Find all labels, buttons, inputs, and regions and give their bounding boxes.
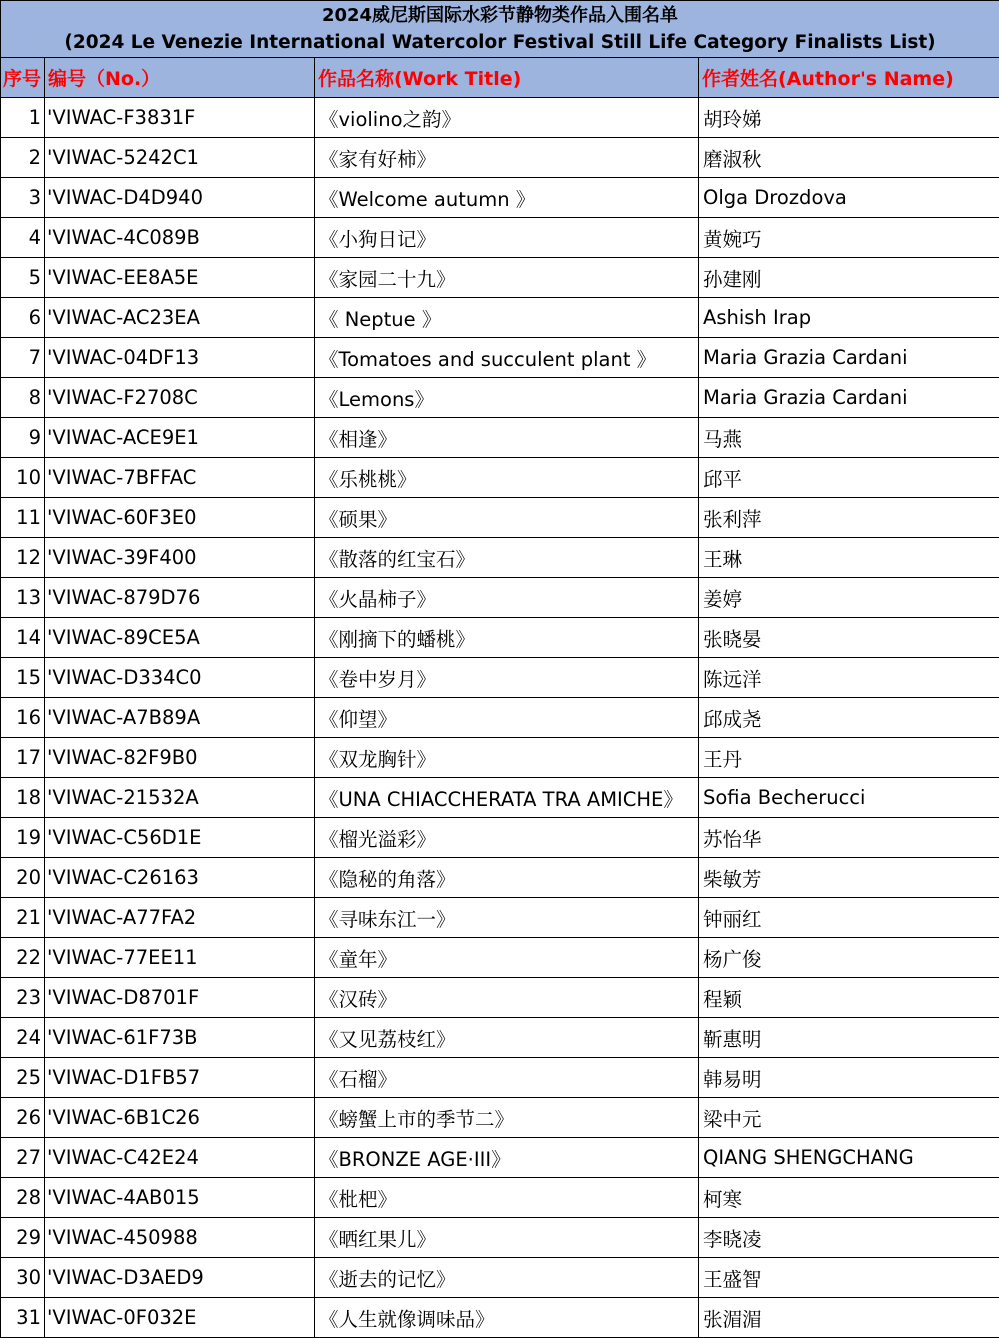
cell-work-title: 《Welcome autumn 》	[315, 178, 699, 218]
cell-author: 程颖	[699, 978, 999, 1018]
cell-author: 胡玲娣	[699, 98, 999, 138]
cell-number: 'VIWAC-39F400	[45, 538, 315, 578]
cell-number: 'VIWAC-6B1C26	[45, 1098, 315, 1138]
cell-work-title: 《汉砖》	[315, 978, 699, 1018]
cell-work-title: 《UNA CHIACCHERATA TRA AMICHE》	[315, 778, 699, 818]
cell-work-title: 《BRONZE AGE·III》	[315, 1138, 699, 1178]
table-row	[1, 818, 999, 858]
column-header-author: 作者姓名(Author's Name)	[699, 58, 999, 98]
cell-work-title: 《晒红果儿》	[315, 1218, 699, 1258]
table-row	[1, 458, 999, 498]
cell-number: 'VIWAC-0F032E	[45, 1298, 315, 1338]
cell-work-title: 《violino之韵》	[315, 98, 699, 138]
cell-index: 27	[1, 1138, 45, 1178]
table-row	[1, 418, 999, 458]
cell-work-title: 《双龙胸针》	[315, 738, 699, 778]
column-header-number: 编号（No.）	[45, 58, 315, 98]
column-header-index: 序号	[1, 58, 45, 98]
cell-index: 2	[1, 138, 45, 178]
cell-author: 韩易明	[699, 1058, 999, 1098]
cell-index: 19	[1, 818, 45, 858]
cell-number: 'VIWAC-77EE11	[45, 938, 315, 978]
cell-index: 18	[1, 778, 45, 818]
cell-number: 'VIWAC-D3AED9	[45, 1258, 315, 1298]
cell-number: 'VIWAC-7BFFAC	[45, 458, 315, 498]
cell-author: QIANG SHENGCHANG	[699, 1138, 999, 1178]
table-row	[1, 1018, 999, 1058]
table-row	[1, 538, 999, 578]
table-row	[1, 1098, 999, 1138]
column-header-row	[1, 58, 999, 98]
cell-index: 7	[1, 338, 45, 378]
cell-author: Olga Drozdova	[699, 178, 999, 218]
cell-work-title: 《童年》	[315, 938, 699, 978]
cell-work-title: 《Lemons》	[315, 378, 699, 418]
cell-index: 10	[1, 458, 45, 498]
cell-index: 8	[1, 378, 45, 418]
cell-number: 'VIWAC-D4D940	[45, 178, 315, 218]
cell-author: 邱平	[699, 458, 999, 498]
cell-author: 杨广俊	[699, 938, 999, 978]
cell-index: 24	[1, 1018, 45, 1058]
table-title	[1, 1, 999, 58]
cell-work-title: 《家园二十九》	[315, 258, 699, 298]
title-row	[1, 1, 999, 58]
cell-work-title: 《乐桃桃》	[315, 458, 699, 498]
table-row	[1, 178, 999, 218]
cell-author: 陈远洋	[699, 658, 999, 698]
cell-index: 28	[1, 1178, 45, 1218]
cell-author: 柴敏芳	[699, 858, 999, 898]
table-row	[1, 298, 999, 338]
cell-index: 5	[1, 258, 45, 298]
cell-index: 15	[1, 658, 45, 698]
cell-author: 王琳	[699, 538, 999, 578]
cell-author: 王丹	[699, 738, 999, 778]
cell-number: 'VIWAC-C26163	[45, 858, 315, 898]
table-row	[1, 258, 999, 298]
cell-index: 12	[1, 538, 45, 578]
table-row	[1, 978, 999, 1018]
cell-number: 'VIWAC-879D76	[45, 578, 315, 618]
cell-author: 黄婉巧	[699, 218, 999, 258]
cell-work-title: 《又见荔枝红》	[315, 1018, 699, 1058]
table-row	[1, 98, 999, 138]
cell-work-title: 《人生就像调味品》	[315, 1298, 699, 1338]
table-row	[1, 658, 999, 698]
cell-number: 'VIWAC-61F73B	[45, 1018, 315, 1058]
cell-author: 苏怡华	[699, 818, 999, 858]
cell-work-title: 《刚摘下的蟠桃》	[315, 618, 699, 658]
cell-index: 17	[1, 738, 45, 778]
cell-number: 'VIWAC-A77FA2	[45, 898, 315, 938]
cell-work-title: 《卷中岁月》	[315, 658, 699, 698]
cell-index: 20	[1, 858, 45, 898]
cell-index: 11	[1, 498, 45, 538]
table-row	[1, 1218, 999, 1258]
table-row	[1, 218, 999, 258]
cell-work-title: 《螃蟹上市的季节二》	[315, 1098, 699, 1138]
cell-work-title: 《Tomatoes and succulent plant 》	[315, 338, 699, 378]
cell-author: 磨淑秋	[699, 138, 999, 178]
table-row	[1, 1058, 999, 1098]
cell-work-title: 《枇杷》	[315, 1178, 699, 1218]
cell-author: 马燕	[699, 418, 999, 458]
cell-author: 孙建刚	[699, 258, 999, 298]
cell-number: 'VIWAC-C56D1E	[45, 818, 315, 858]
cell-number: 'VIWAC-4AB015	[45, 1178, 315, 1218]
cell-index: 14	[1, 618, 45, 658]
cell-author: 邱成尧	[699, 698, 999, 738]
cell-author: 钟丽红	[699, 898, 999, 938]
table-row	[1, 1298, 999, 1338]
cell-work-title: 《榴光溢彩》	[315, 818, 699, 858]
cell-index: 29	[1, 1218, 45, 1258]
cell-number: 'VIWAC-F3831F	[45, 98, 315, 138]
cell-author: 张利萍	[699, 498, 999, 538]
cell-number: 'VIWAC-21532A	[45, 778, 315, 818]
column-header-work-title: 作品名称(Work Title)	[315, 58, 699, 98]
table-row	[1, 1138, 999, 1178]
title-english: (2024 Le Venezie International Watercolor Festival Still Life Category Finalists List)	[64, 32, 936, 53]
table-row	[1, 378, 999, 418]
cell-index: 1	[1, 98, 45, 138]
cell-work-title: 《火晶柿子》	[315, 578, 699, 618]
cell-number: 'VIWAC-D1FB57	[45, 1058, 315, 1098]
cell-index: 6	[1, 298, 45, 338]
cell-index: 30	[1, 1258, 45, 1298]
cell-author: Sofia Becherucci	[699, 778, 999, 818]
cell-number: 'VIWAC-AC23EA	[45, 298, 315, 338]
table-row	[1, 1178, 999, 1218]
cell-number: 'VIWAC-82F9B0	[45, 738, 315, 778]
cell-author: 梁中元	[699, 1098, 999, 1138]
cell-number: 'VIWAC-4C089B	[45, 218, 315, 258]
cell-index: 3	[1, 178, 45, 218]
table-row	[1, 778, 999, 818]
cell-work-title: 《硕果》	[315, 498, 699, 538]
cell-author: Maria Grazia Cardani	[699, 338, 999, 378]
cell-number: 'VIWAC-04DF13	[45, 338, 315, 378]
cell-number: 'VIWAC-60F3E0	[45, 498, 315, 538]
cell-work-title: 《逝去的记忆》	[315, 1258, 699, 1298]
cell-number: 'VIWAC-450988	[45, 1218, 315, 1258]
cell-number: 'VIWAC-D8701F	[45, 978, 315, 1018]
cell-index: 22	[1, 938, 45, 978]
table-row	[1, 858, 999, 898]
table-body	[1, 98, 999, 1338]
cell-author: 李晓凌	[699, 1218, 999, 1258]
cell-work-title: 《仰望》	[315, 698, 699, 738]
cell-work-title: 《 Neptue 》	[315, 298, 699, 338]
cell-author: 柯寒	[699, 1178, 999, 1218]
cell-number: 'VIWAC-EE8A5E	[45, 258, 315, 298]
table-row	[1, 698, 999, 738]
cell-author: 姜婷	[699, 578, 999, 618]
table-row	[1, 1258, 999, 1298]
cell-index: 23	[1, 978, 45, 1018]
cell-author: Maria Grazia Cardani	[699, 378, 999, 418]
table-row	[1, 738, 999, 778]
cell-author: 张湄湄	[699, 1298, 999, 1338]
cell-author: 张晓晏	[699, 618, 999, 658]
cell-index: 16	[1, 698, 45, 738]
table-row	[1, 498, 999, 538]
table-row	[1, 338, 999, 378]
cell-number: 'VIWAC-ACE9E1	[45, 418, 315, 458]
title-chinese: 2024威尼斯国际水彩节静物类作品入围名单	[321, 5, 679, 26]
table-row	[1, 898, 999, 938]
cell-index: 31	[1, 1298, 45, 1338]
cell-work-title: 《隐秘的角落》	[315, 858, 699, 898]
cell-index: 25	[1, 1058, 45, 1098]
cell-index: 21	[1, 898, 45, 938]
table-row	[1, 618, 999, 658]
cell-author: Ashish Irap	[699, 298, 999, 338]
table-row	[1, 578, 999, 618]
cell-number: 'VIWAC-89CE5A	[45, 618, 315, 658]
cell-work-title: 《散落的红宝石》	[315, 538, 699, 578]
cell-number: 'VIWAC-D334C0	[45, 658, 315, 698]
cell-author: 王盛智	[699, 1258, 999, 1298]
cell-index: 9	[1, 418, 45, 458]
cell-number: 'VIWAC-A7B89A	[45, 698, 315, 738]
cell-work-title: 《寻味东江一》	[315, 898, 699, 938]
cell-number: 'VIWAC-F2708C	[45, 378, 315, 418]
cell-work-title: 《小狗日记》	[315, 218, 699, 258]
cell-work-title: 《石榴》	[315, 1058, 699, 1098]
cell-index: 26	[1, 1098, 45, 1138]
cell-index: 4	[1, 218, 45, 258]
cell-index: 13	[1, 578, 45, 618]
cell-number: 'VIWAC-5242C1	[45, 138, 315, 178]
cell-work-title: 《家有好柿》	[315, 138, 699, 178]
table-row	[1, 138, 999, 178]
cell-number: 'VIWAC-C42E24	[45, 1138, 315, 1178]
cell-work-title: 《相逢》	[315, 418, 699, 458]
table-row	[1, 938, 999, 978]
cell-author: 靳惠明	[699, 1018, 999, 1058]
